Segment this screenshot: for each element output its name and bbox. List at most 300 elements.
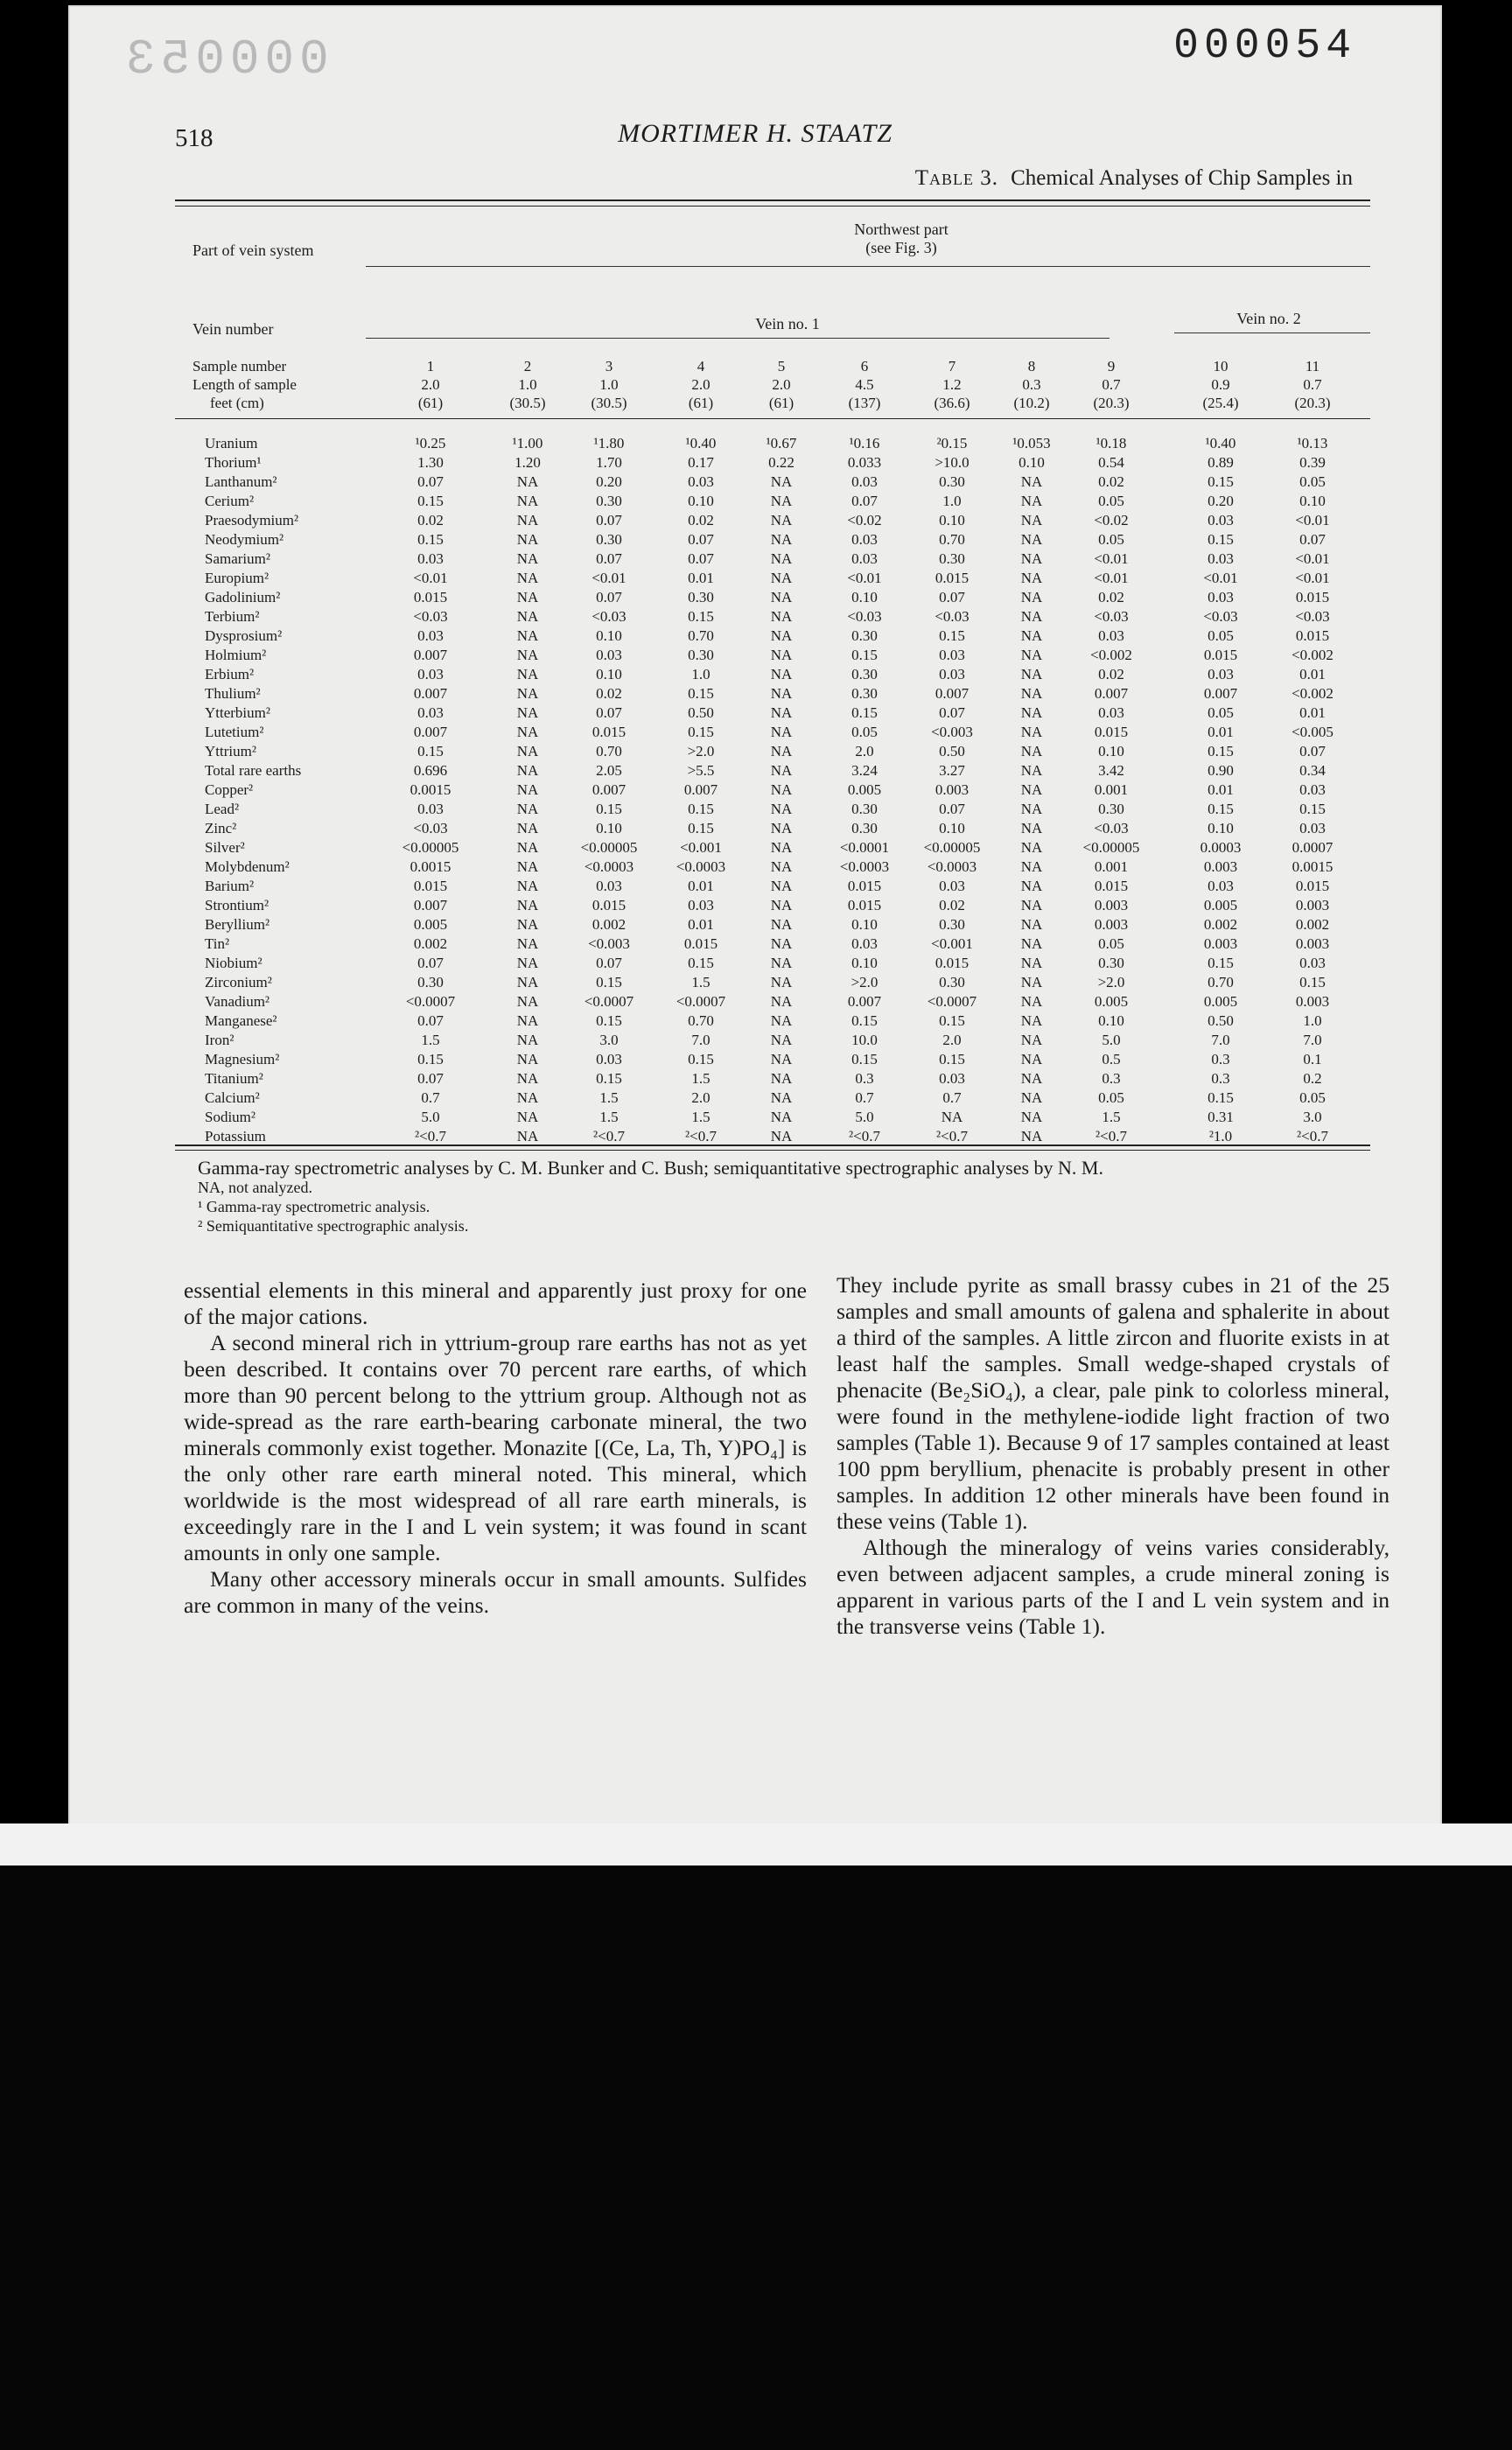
table-cell: 0.15	[851, 647, 878, 663]
table-cell: 0.7	[855, 1089, 874, 1106]
element-label: Samarium²	[205, 550, 270, 567]
table-cell: 0.03	[851, 473, 878, 490]
table-cell: 0.3	[855, 1070, 874, 1087]
table-cell: 0.20	[596, 473, 622, 490]
table-cell: 0.03	[1208, 589, 1234, 606]
table-cell: ²<0.7	[1297, 1128, 1328, 1144]
footnote-na: NA, not analyzed.	[198, 1179, 312, 1196]
table-cell: 0.01	[1208, 724, 1234, 740]
table-cell: NA	[516, 1128, 539, 1144]
table-cell: 3.42	[1098, 762, 1124, 779]
paragraph-left-3: Many other accessory minerals occur in small amounts. Sulfides are common in many of the veins.	[184, 1566, 807, 1618]
table-cell: 0.10	[851, 916, 878, 933]
table-cell: 2.0	[691, 1089, 710, 1106]
table-cell: 0.07	[596, 589, 622, 606]
table-cell: NA	[770, 550, 793, 567]
table-cell: ²<0.7	[849, 1128, 880, 1144]
table-cell: NA	[1020, 916, 1043, 933]
column-header-cm: (61)	[768, 395, 794, 411]
table-cell: <0.01	[847, 570, 882, 586]
table-cell: 0.15	[1208, 473, 1234, 490]
table-cell: 0.10	[1299, 493, 1326, 509]
element-label: Barium²	[205, 878, 255, 894]
table-cell: NA	[516, 666, 539, 682]
northwest-part-rule	[366, 266, 1370, 267]
table-cell: 0.007	[413, 685, 448, 702]
table-cell: 7.0	[1303, 1032, 1322, 1048]
table-cell: NA	[770, 1109, 793, 1125]
table-cell: <0.01	[1203, 570, 1238, 586]
element-label: Sodium²	[205, 1109, 256, 1125]
table-cell: 1.5	[691, 1070, 710, 1087]
table-cell: 0.15	[1299, 974, 1326, 990]
table-cell: NA	[770, 1128, 793, 1144]
table-cell: 0.15	[939, 627, 965, 644]
element-label: Holmium²	[205, 647, 267, 663]
table-cell: NA	[1020, 627, 1043, 644]
table-cell: 0.03	[851, 935, 878, 952]
table-cell: 0.003	[1295, 993, 1330, 1010]
table-cell: 0.03	[1299, 955, 1326, 971]
table-cell: NA	[1020, 473, 1043, 490]
vein-2-rule	[1174, 332, 1370, 333]
table-cell: 0.07	[939, 704, 965, 721]
table-cell: NA	[1020, 1012, 1043, 1029]
table-cell: 1.5	[691, 1109, 710, 1125]
table-cell: NA	[770, 839, 793, 856]
column-header-cm: (61)	[688, 395, 714, 411]
table-cell: 0.05	[1098, 1089, 1124, 1106]
table-cell: 0.70	[1208, 974, 1234, 990]
table-cell: 0.03	[688, 897, 714, 914]
table-cell: 0.003	[1295, 935, 1330, 952]
element-label: Niobium²	[205, 955, 262, 971]
column-header-sample: 8	[1027, 358, 1036, 374]
table-cell: ²1.0	[1208, 1128, 1233, 1144]
element-label: Ytterbium²	[205, 704, 270, 721]
table-cell: <0.03	[592, 608, 626, 625]
table-cell: 0.03	[417, 550, 444, 567]
column-header-sample-9	[1072, 357, 1151, 412]
data-column-sample-9	[1072, 434, 1151, 1146]
column-header-sample-5	[742, 357, 821, 412]
table-cell: NA	[1020, 1109, 1043, 1125]
table-cell: 0.015	[1094, 878, 1129, 894]
footnote-analysts: Gamma-ray spectrometric analyses by C. M. Bunker and C. Bush; semiquantitative spectrographic analyses by N. M.	[198, 1157, 1103, 1179]
table-footnotes	[198, 1158, 1103, 1236]
table-cell: 0.15	[417, 493, 444, 509]
table-cell: NA	[516, 1012, 539, 1029]
table-cell: NA	[516, 781, 539, 798]
table-cell: 0.015	[847, 897, 882, 914]
table-cell: 0.30	[596, 493, 622, 509]
table-caption	[915, 166, 1353, 191]
table-cell: 0.03	[851, 531, 878, 548]
table-cell: NA	[770, 820, 793, 836]
table-cell: ¹0.13	[1297, 435, 1328, 452]
table-cell: 0.10	[1098, 1012, 1124, 1029]
northwest-part-line2: (see Fig. 3)	[865, 239, 937, 256]
table-cell: 0.30	[939, 550, 965, 567]
table-cell: 0.03	[939, 647, 965, 663]
table-cell: NA	[516, 993, 539, 1010]
table-cell: >10.0	[934, 454, 970, 471]
table-cell: 0.15	[1208, 955, 1234, 971]
table-cell: <0.0001	[839, 839, 890, 856]
table-cell: 1.5	[599, 1089, 619, 1106]
table-cell: 0.03	[1208, 666, 1234, 682]
table-cell: 0.015	[592, 724, 626, 740]
sample-number-label: Sample number	[192, 358, 287, 374]
table-cell: 0.01	[688, 878, 714, 894]
table-cell: NA	[770, 878, 793, 894]
column-header-sample: 7	[948, 358, 956, 374]
body-text-left-column	[184, 1278, 807, 1619]
table-cell: 2.0	[942, 1032, 962, 1048]
table-top-rule	[175, 200, 1370, 201]
table-cell: 0.10	[1208, 820, 1234, 836]
table-cell: <0.0007	[405, 993, 456, 1010]
vein-1-rule	[366, 338, 1110, 339]
table-cell: <0.02	[847, 512, 882, 528]
table-cell: <0.03	[934, 608, 970, 625]
table-cell: 0.15	[596, 974, 622, 990]
data-column-sample-1	[391, 434, 470, 1146]
table-cell: 0.01	[1299, 666, 1326, 682]
table-cell: <0.0007	[927, 993, 977, 1010]
table-cell: NA	[516, 916, 539, 933]
faded-stamp-number: 000053	[121, 32, 329, 88]
table-cell: NA	[516, 724, 539, 740]
table-cell: 2.05	[596, 762, 622, 779]
table-cell: <0.0003	[584, 858, 634, 875]
table-cell: 0.003	[1203, 858, 1238, 875]
table-cell: 0.02	[417, 512, 444, 528]
table-cell: 0.003	[1295, 897, 1330, 914]
table-cell: NA	[516, 897, 539, 914]
table-cell: 2.0	[855, 743, 874, 760]
column-header-cm: (36.6)	[934, 395, 970, 411]
table-cell: 0.10	[939, 512, 965, 528]
table-cell: 1.5	[1102, 1109, 1121, 1125]
column-header-cm: (20.3)	[1294, 395, 1331, 411]
table-cell: NA	[770, 512, 793, 528]
table-cell: <0.0007	[584, 993, 634, 1010]
table-cell: NA	[1020, 724, 1043, 740]
table-cell: NA	[1020, 878, 1043, 894]
table-cell: NA	[1020, 858, 1043, 875]
table-cell: 0.15	[417, 743, 444, 760]
column-header-sample-11	[1273, 357, 1352, 412]
column-header-sample-8	[992, 357, 1071, 412]
column-header-sample: 5	[777, 358, 786, 374]
table-cell: 0.30	[851, 627, 878, 644]
table-cell: 0.005	[1094, 993, 1129, 1010]
table-cell: <0.001	[680, 839, 722, 856]
table-cell: 0.015	[1295, 627, 1330, 644]
table-cell: 0.03	[1098, 627, 1124, 644]
part-of-vein-system-label: Part of vein system	[192, 242, 314, 259]
table-cell: NA	[770, 473, 793, 490]
table-cell: 0.005	[413, 916, 448, 933]
table-cell: 0.003	[1094, 916, 1129, 933]
element-label: Cerium²	[205, 493, 255, 509]
table-cell: 0.07	[596, 512, 622, 528]
column-header-sample: 3	[605, 358, 613, 374]
header-bottom-rule	[175, 418, 1370, 419]
element-label: Potassium	[205, 1128, 266, 1144]
table-cell: NA	[1020, 531, 1043, 548]
table-cell: 0.10	[688, 493, 714, 509]
element-label: Zirconium²	[205, 974, 272, 990]
table-cell: 0.15	[688, 801, 714, 817]
table-cell: ¹0.16	[849, 435, 880, 452]
table-cell: NA	[1020, 820, 1043, 836]
table-cell: 0.05	[1098, 531, 1124, 548]
document-number: 000054	[1173, 23, 1356, 70]
table-cell: ¹0.18	[1096, 435, 1127, 452]
element-label: Iron²	[205, 1032, 234, 1048]
table-cell: 0.15	[596, 1012, 622, 1029]
table-cell: NA	[516, 974, 539, 990]
table-cell: 1.0	[1303, 1012, 1322, 1029]
table-cell: NA	[1020, 589, 1043, 606]
table-cell: 1.0	[942, 493, 962, 509]
table-cell: 0.30	[596, 531, 622, 548]
column-header-sample: 11	[1305, 358, 1320, 374]
table-cell: 0.015	[413, 878, 448, 894]
table-cell: NA	[516, 839, 539, 856]
table-cell: 0.30	[1098, 955, 1124, 971]
table-cell: <0.002	[1292, 647, 1334, 663]
table-cell: >2.0	[1097, 974, 1125, 990]
table-cell: NA	[770, 1012, 793, 1029]
vein-number-label: Vein number	[192, 320, 274, 338]
table-bottom-rule-2	[175, 1150, 1370, 1151]
element-label: Calcium²	[205, 1089, 260, 1106]
table-cell: 0.001	[1094, 781, 1129, 798]
table-cell: 0.39	[1299, 454, 1326, 471]
table-cell: NA	[770, 1089, 793, 1106]
table-cell: 0.15	[688, 820, 714, 836]
table-cell: <0.00005	[402, 839, 459, 856]
column-header-sample-10	[1181, 357, 1260, 412]
table-cell: 1.5	[691, 974, 710, 990]
table-cell: 0.15	[1208, 1089, 1234, 1106]
table-cell: 0.10	[596, 666, 622, 682]
table-cell: NA	[516, 531, 539, 548]
column-header-length: 0.9	[1211, 376, 1230, 393]
element-label: Magnesium²	[205, 1051, 280, 1068]
table-cell: 0.007	[413, 647, 448, 663]
table-cell: NA	[516, 1109, 539, 1125]
table-cell: 10.0	[851, 1032, 878, 1048]
column-header-sample-3	[570, 357, 648, 412]
table-cell: NA	[516, 627, 539, 644]
column-header-sample-6	[825, 357, 904, 412]
table-cell: 0.03	[939, 878, 965, 894]
table-cell: ²<0.7	[685, 1128, 717, 1144]
table-cell: NA	[770, 647, 793, 663]
table-cell: NA	[1020, 1128, 1043, 1144]
table-cell: NA	[1020, 493, 1043, 509]
table-cell: 0.70	[939, 531, 965, 548]
table-cell: 0.0015	[410, 858, 452, 875]
column-header-cm: (137)	[848, 395, 881, 411]
table-cell: NA	[770, 916, 793, 933]
table-cell: NA	[770, 1051, 793, 1068]
element-label: Beryllium²	[205, 916, 270, 933]
table-cell: NA	[516, 589, 539, 606]
table-cell: 0.07	[851, 493, 878, 509]
table-cell: 0.03	[417, 704, 444, 721]
table-cell: 0.015	[934, 570, 970, 586]
table-cell: 0.70	[596, 743, 622, 760]
table-cell: <0.02	[1094, 512, 1129, 528]
table-cell: 0.015	[1295, 878, 1330, 894]
column-header-sample-2	[488, 357, 567, 412]
element-label: Strontium²	[205, 897, 270, 914]
table-cell: 0.07	[417, 1070, 444, 1087]
table-cell: 0.001	[1094, 858, 1129, 875]
paragraph-right-2: Although the mineralogy of veins varies considerably, even between adjacent samples, a crude mineral zoning is apparent in various parts of the I and L vein system and in the transverse veins (Table 1).	[836, 1535, 1390, 1639]
table-cell: 0.15	[1299, 801, 1326, 817]
table-cell: 0.05	[1299, 1089, 1326, 1106]
table-bottom-rule	[175, 1144, 1370, 1146]
table-cell: ¹1.80	[593, 435, 625, 452]
table-cell: 0.15	[851, 1051, 878, 1068]
scanner-background	[0, 1866, 1512, 2450]
table-cell: NA	[516, 570, 539, 586]
table-cell: <0.002	[1292, 685, 1334, 702]
data-column-sample-11	[1273, 434, 1352, 1146]
table-cell: <0.01	[1295, 570, 1330, 586]
table-cell: <0.003	[588, 935, 630, 952]
data-column-sample-10	[1181, 434, 1260, 1146]
table-cell: 0.015	[1094, 724, 1129, 740]
table-cell: 0.07	[417, 955, 444, 971]
table-cell: 0.10	[1018, 454, 1045, 471]
table-cell: >2.0	[687, 743, 715, 760]
table-cell: 0.007	[847, 993, 882, 1010]
element-label: Molybdenum²	[205, 858, 290, 875]
page-number: 518	[175, 124, 214, 152]
element-label: Titanium²	[205, 1070, 263, 1087]
table-cell: 0.30	[939, 473, 965, 490]
table-cell: 0.03	[1299, 820, 1326, 836]
element-label: Erbium²	[205, 666, 255, 682]
footnote-1: ¹ Gamma-ray spectrometric analysis.	[198, 1198, 430, 1215]
table-cell: ²<0.7	[936, 1128, 968, 1144]
table-cell: 0.15	[939, 1012, 965, 1029]
table-cell: 0.3	[1211, 1070, 1230, 1087]
element-label: Terbium²	[205, 608, 260, 625]
column-header-sample: 6	[860, 358, 869, 374]
table-cell: 0.30	[688, 589, 714, 606]
column-header-length: 1.2	[942, 376, 962, 393]
table-cell: 0.07	[596, 955, 622, 971]
table-cell: <0.03	[413, 820, 448, 836]
table-cell: 0.90	[1208, 762, 1234, 779]
table-cell: 0.002	[592, 916, 626, 933]
table-cell: 1.20	[514, 454, 541, 471]
table-cell: ¹0.40	[1205, 435, 1236, 452]
table-cell: NA	[770, 743, 793, 760]
table-cell: NA	[1020, 897, 1043, 914]
table-cell: 0.02	[1098, 473, 1124, 490]
table-cell: <0.001	[931, 935, 973, 952]
table-cell: NA	[516, 608, 539, 625]
table-cell: 3.27	[939, 762, 965, 779]
table-cell: 0.3	[1102, 1070, 1121, 1087]
body-text-right-column	[836, 1272, 1390, 1640]
table-cell: 0.15	[596, 1070, 622, 1087]
element-label: Thulium²	[205, 685, 261, 702]
table-cell: 0.05	[851, 724, 878, 740]
table-cell: 0.03	[417, 801, 444, 817]
table-cell: NA	[516, 1032, 539, 1048]
column-header-labels	[192, 357, 297, 412]
table-cell: 0.89	[1208, 454, 1234, 471]
table-cell: 0.15	[1208, 531, 1234, 548]
column-header-length: 0.7	[1102, 376, 1121, 393]
column-header-length: 4.5	[855, 376, 874, 393]
table-cell: 7.0	[691, 1032, 710, 1048]
table-cell: 0.01	[688, 570, 714, 586]
table-cell: NA	[516, 801, 539, 817]
table-cell: NA	[1020, 839, 1043, 856]
table-cell: NA	[1020, 608, 1043, 625]
column-header-length: 0.7	[1303, 376, 1322, 393]
element-label: Uranium	[205, 435, 258, 452]
column-header-length: 2.0	[772, 376, 791, 393]
table-cell: 0.002	[413, 935, 448, 952]
element-label: Yttrium²	[205, 743, 256, 760]
table-cell: 0.15	[1208, 743, 1234, 760]
table-cell: NA	[516, 878, 539, 894]
element-label: Tin²	[205, 935, 230, 952]
table-cell: NA	[1020, 993, 1043, 1010]
table-cell: 0.07	[688, 531, 714, 548]
table-cell: NA	[770, 666, 793, 682]
table-title: Chemical Analyses of Chip Samples in	[1011, 166, 1353, 190]
table-cell: <0.01	[1295, 512, 1330, 528]
table-cell: NA	[1020, 1089, 1043, 1106]
table-cell: 0.7	[421, 1089, 440, 1106]
table-cell: 0.10	[851, 589, 878, 606]
table-cell: 0.03	[596, 1051, 622, 1068]
table-cell: NA	[1020, 781, 1043, 798]
paragraph-left-1: essential elements in this mineral and apparently just proxy for one of the major cations.	[184, 1278, 807, 1329]
column-header-sample: 1	[426, 358, 435, 374]
element-label: Vanadium²	[205, 993, 270, 1010]
table-cell: 0.007	[1203, 685, 1238, 702]
column-header-cm: (30.5)	[591, 395, 627, 411]
running-head: MORTIMER H. STAATZ	[618, 119, 892, 148]
table-cell: 0.015	[592, 897, 626, 914]
table-cell: 0.007	[934, 685, 970, 702]
table-cell: 0.015	[847, 878, 882, 894]
table-cell: ¹0.67	[766, 435, 797, 452]
table-cell: 0.007	[413, 724, 448, 740]
element-label: Zinc²	[205, 820, 237, 836]
data-column-sample-6	[825, 434, 904, 1146]
table-cell: NA	[1020, 801, 1043, 817]
table-cell: <0.00005	[923, 839, 981, 856]
table-cell: 0.03	[596, 878, 622, 894]
table-cell: 0.033	[847, 454, 882, 471]
element-label: Manganese²	[205, 1012, 277, 1029]
